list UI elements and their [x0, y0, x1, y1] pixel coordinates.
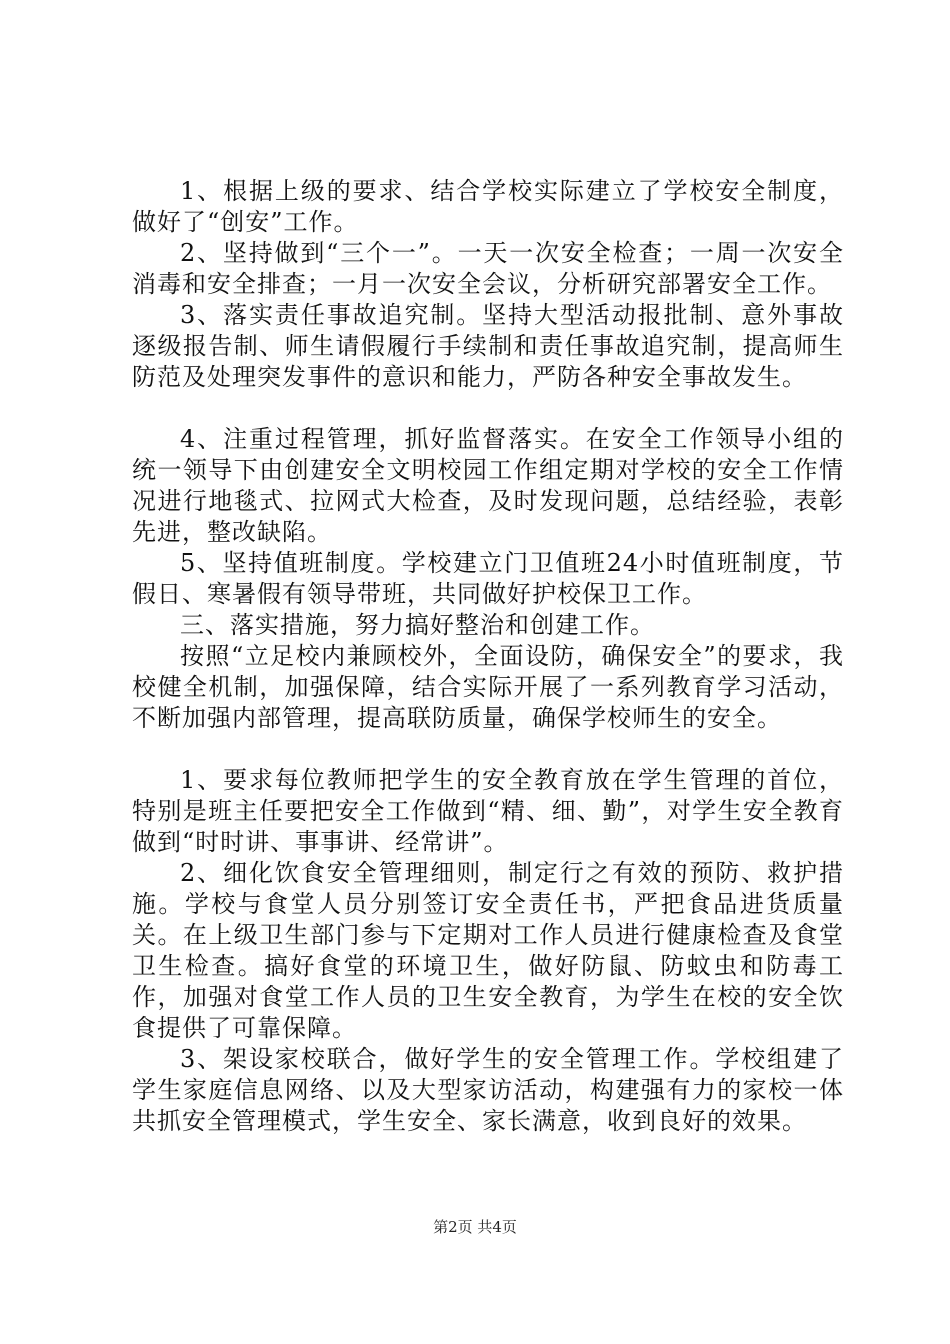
paragraph-spacer — [132, 734, 844, 765]
document-body — [132, 176, 844, 1137]
paragraph-2: 2、坚持做到“三个一”。一天一次安全检查；一周一次安全消毒和安全排查；一月一次安全会议，分析研究部署安全工作。 — [132, 239, 844, 298]
paragraph-8: 2、细化饮食安全管理细则，制定行之有效的预防、救护措施。学校与食堂人员分别签订安全责任书，严把食品进货质量关。在上级卫生部门参与下定期对工作人员进行健康检查及食堂卫生检查。搞好食堂的环境卫生，做好防鼠、防蚊虫和防毒工作，加强对食堂工作人员的卫生安全教育，为学生在校的安全饮食提供了可靠保障。 — [132, 859, 844, 1042]
paragraph-4: 4、注重过程管理，抓好监督落实。在安全工作领导小组的统一领导下由创建安全文明校园工作组定期对学校的安全工作情况进行地毯式、拉网式大检查，及时发现问题，总结经验，表彰先进，整改缺陷。 — [132, 425, 844, 546]
section-heading: 三、落实措施，努力搞好整治和创建工作。 — [180, 611, 655, 639]
paragraph-7: 1、要求每位教师把学生的安全教育放在学生管理的首位，特别是班主任要把安全工作做到“精、细、勤”，对学生安全教育做到“时时讲、事事讲、经常讲”。 — [132, 766, 844, 856]
paragraph-1: 1、根据上级的要求、结合学校实际建立了学校安全制度，做好了“创安”工作。 — [132, 177, 844, 236]
paragraph-spacer — [132, 393, 844, 424]
page-footer: 第2页 共4页 — [433, 1218, 517, 1236]
paragraph-9: 3、架设家校联合，做好学生的安全管理工作。学校组建了学生家庭信息网络、以及大型家访活动，构建强有力的家校一体共抓安全管理模式，学生安全、家长满意，收到良好的效果。 — [132, 1045, 844, 1135]
paragraph-3: 3、落实责任事故追究制。坚持大型活动报批制、意外事故逐级报告制、师生请假履行手续制和责任事故追究制，提高师生防范及处理突发事件的意识和能力，严防各种安全事故发生。 — [132, 301, 844, 391]
paragraph-6: 按照“立足校内兼顾校外，全面设防，确保安全”的要求，我校健全机制，加强保障，结合实际开展了一系列教育学习活动，不断加强内部管理，提高联防质量，确保学校师生的安全。 — [132, 642, 844, 732]
paragraph-5: 5、坚持值班制度。学校建立门卫值班24小时值班制度，节假日、寒暑假有领导带班，共同做好护校保卫工作。 — [132, 549, 844, 608]
